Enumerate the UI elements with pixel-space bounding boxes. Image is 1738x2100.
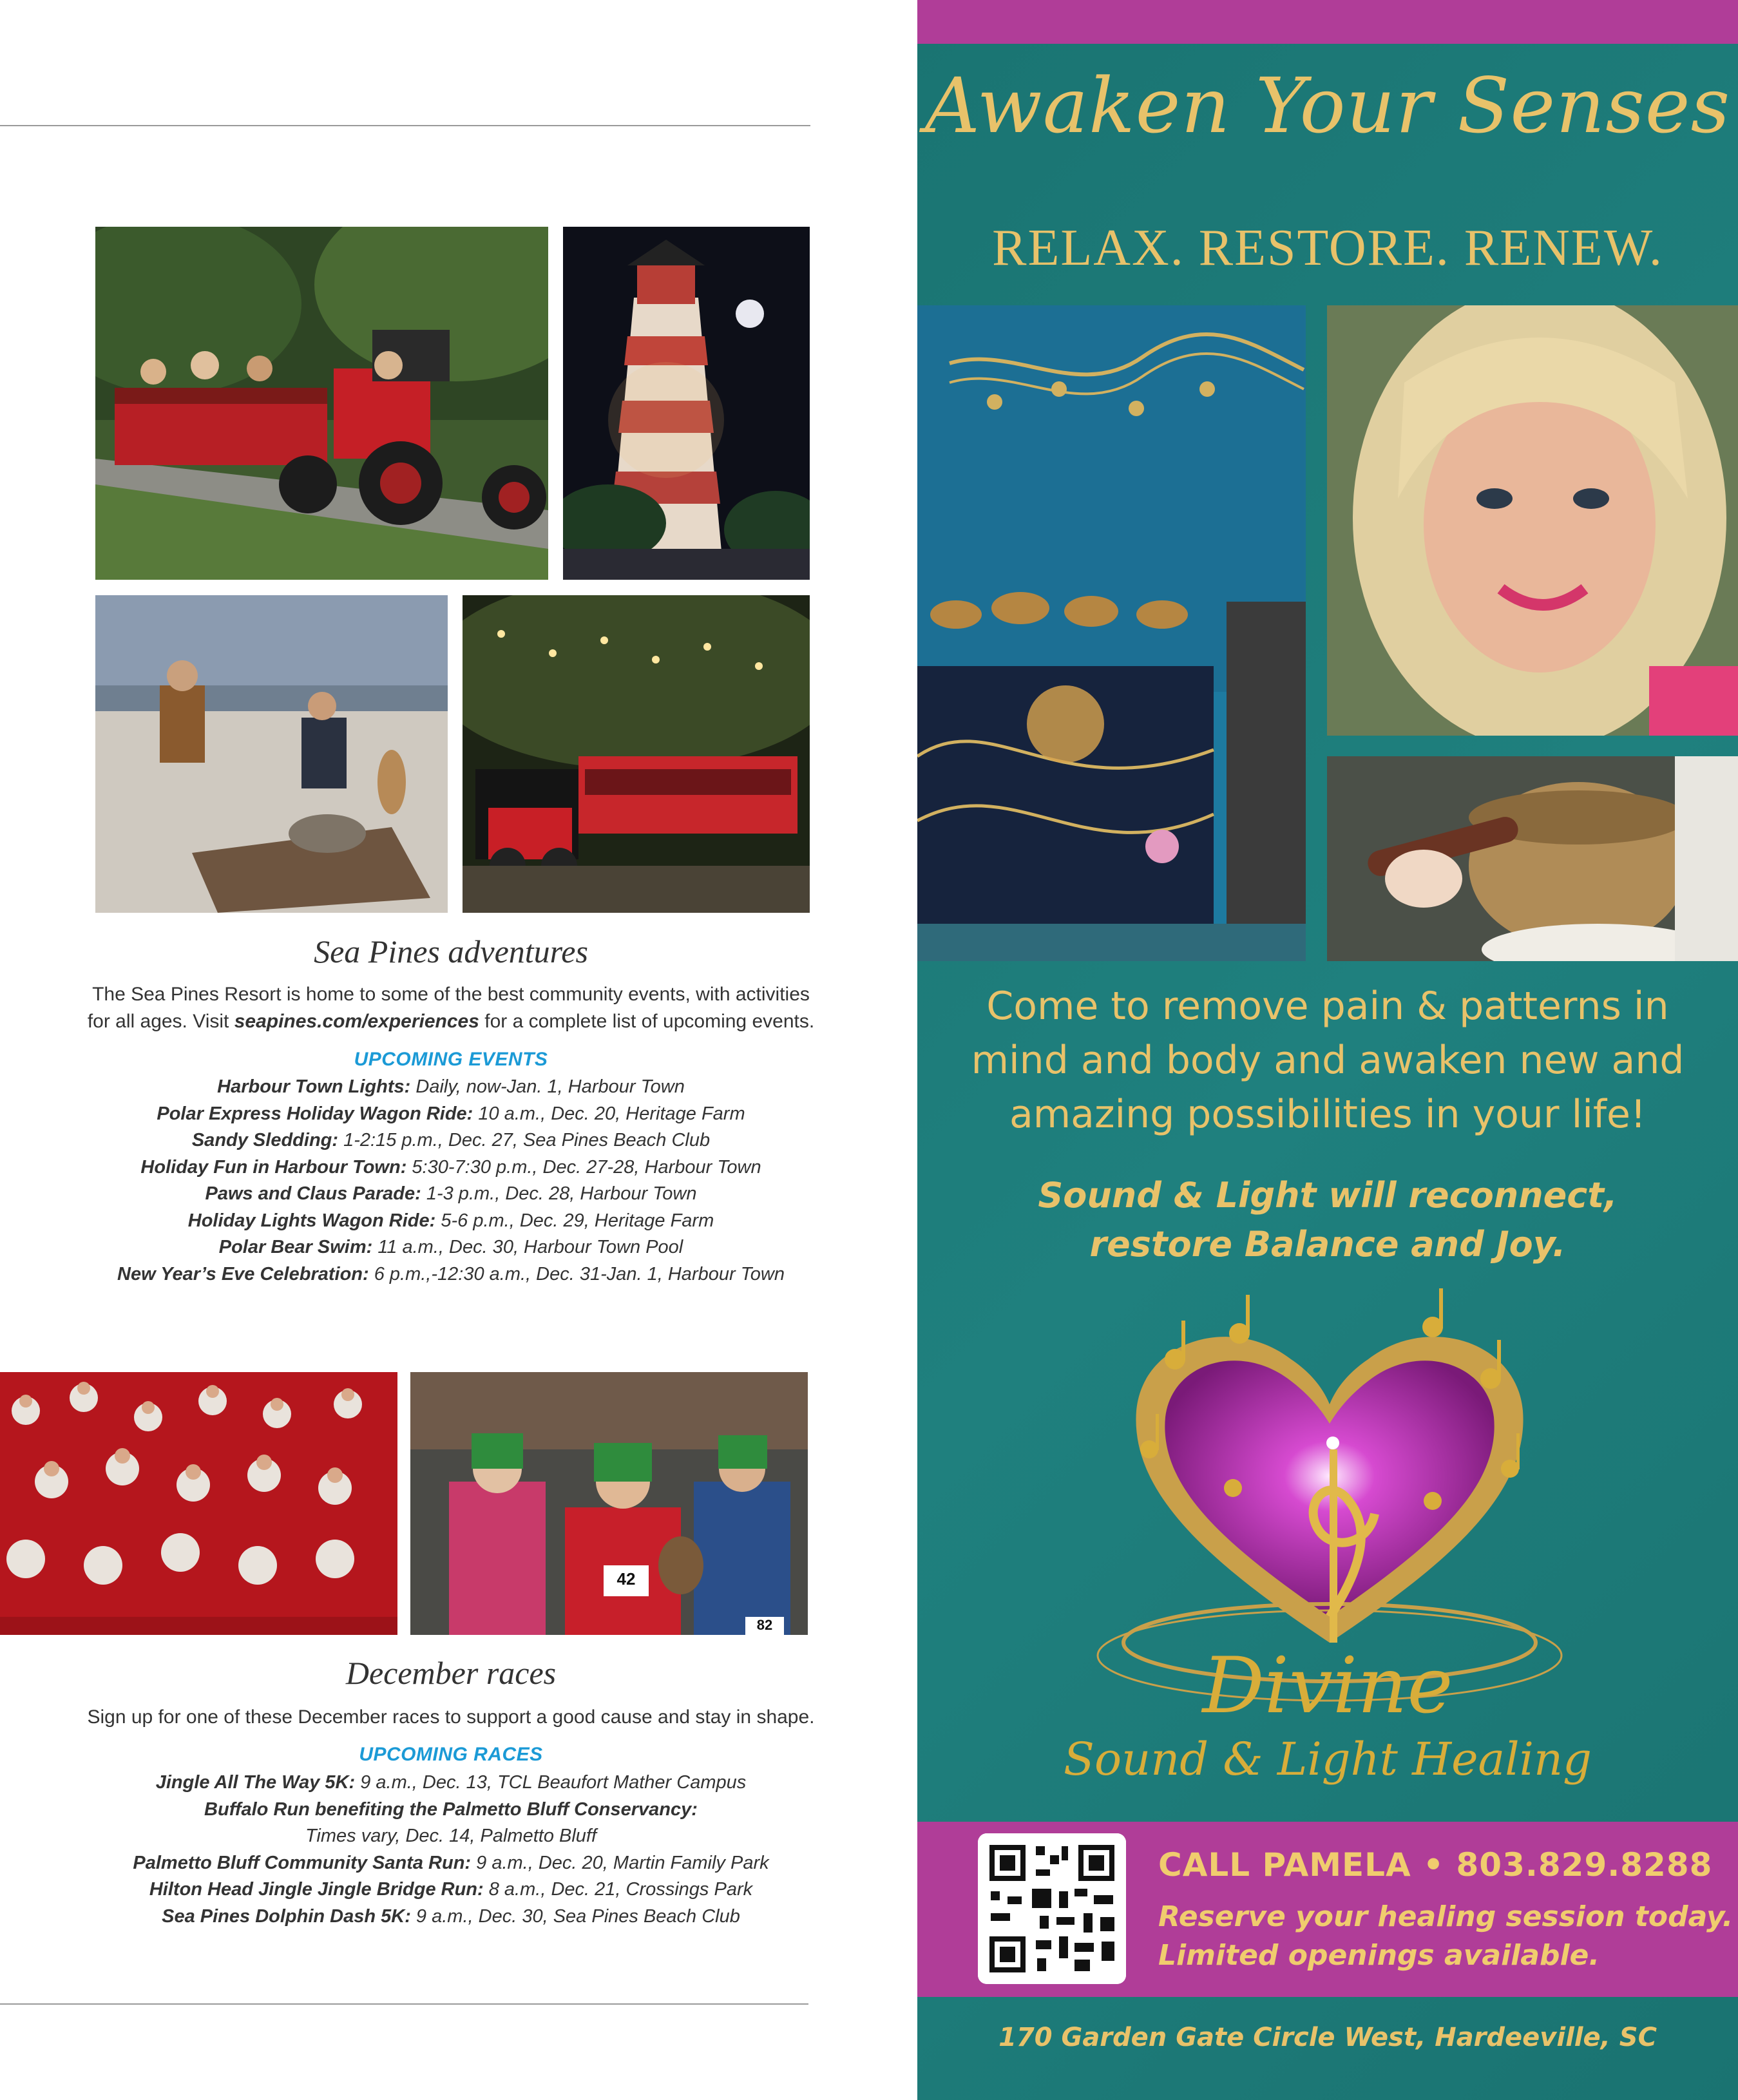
list-item: Harbour Town Lights: Daily, now-Jan. 1, Harbour Town [217, 1076, 685, 1097]
logo-subtitle: Sound & Light Healing [1064, 1733, 1592, 1786]
list-item: Hilton Head Jingle Jingle Bridge Run: 8 a.m., Dec. 21, Crossings Park [149, 1879, 753, 1900]
list-item: Holiday Lights Wagon Ride: 5-6 p.m., Dec. 29, Heritage Farm [187, 1210, 714, 1231]
list-item: Jingle All The Way 5K: 9 a.m., Dec. 13, TCL Beaufort Mather Campus [155, 1772, 747, 1793]
photo-pamela-portrait [1327, 305, 1738, 736]
race-bib-82: 82 [756, 1617, 773, 1633]
top-rule [0, 125, 810, 126]
ad-message-2: Sound & Light will reconnect, restore Balance and Joy. [1038, 1175, 1618, 1265]
intro-line-2b: for a complete list of upcoming events. [479, 1011, 815, 1032]
photo-sound-room [917, 305, 1306, 961]
ad-top-bar [917, 0, 1738, 44]
list-item: Polar Bear Swim: 11 a.m., Dec. 30, Harbour Town Pool [218, 1237, 683, 1257]
races-intro: Sign up for one of these December races to support a good cause and stay in shape. [87, 1706, 815, 1728]
list-item: Sandy Sledding: 1-2:15 p.m., Dec. 27, Sea Pines Beach Club [191, 1130, 711, 1150]
photo-santa-run [0, 1372, 397, 1635]
upcoming-races-heading: UPCOMING RACES [359, 1744, 543, 1765]
divine-healing-ad [917, 0, 1738, 2100]
upcoming-events-heading: UPCOMING EVENTS [354, 1049, 548, 1070]
list-item: Times vary, Dec. 14, Palmetto Bluff [305, 1826, 597, 1846]
ad-message: Come to remove pain & patterns in mind and body and awaken new and amazing possibilities in your life! [971, 984, 1685, 1137]
events-list [0, 1074, 902, 1288]
photo-race-runners [410, 1372, 808, 1635]
list-item: Polar Express Holiday Wagon Ride: 10 a.m., Dec. 20, Heritage Farm [157, 1103, 745, 1124]
list-item: New Year’s Eve Celebration: 6 p.m.,-12:30 a.m., Dec. 31-Jan. 1, Harbour Town [117, 1263, 785, 1284]
photo-singing-bowl [1327, 756, 1738, 961]
reserve-text: Reserve your healing session today. Limited openings available. [1158, 1900, 1733, 1972]
call-phone-number[interactable]: CALL PAMELA • 803.829.8288 [1158, 1846, 1713, 1884]
photo-lighthouse [563, 227, 810, 580]
section-title-races: December races [345, 1655, 557, 1691]
ad-tagline: RELAX. RESTORE. RENEW. [992, 220, 1663, 276]
logo-divine-text: Divine [1202, 1641, 1453, 1731]
list-item: Sea Pines Dolphin Dash 5K: 9 a.m., Dec. 30, Sea Pines Beach Club [162, 1905, 740, 1927]
ad-headline: Awaken Your Senses [924, 61, 1731, 150]
races-list [0, 1770, 902, 1930]
section-title-adventures: Sea Pines adventures [314, 933, 588, 969]
intro-line-2a: for all ages. Visit [87, 1011, 234, 1032]
intro-line-1: The Sea Pines Resort is home to some of the best community events, with activities [92, 984, 810, 1005]
list-item: Palmetto Bluff Community Santa Run: 9 a.m., Dec. 20, Martin Family Park [133, 1852, 769, 1873]
race-bib-42: 42 [616, 1569, 636, 1589]
adventures-intro [32, 981, 870, 1035]
bottom-rule [0, 2003, 808, 2005]
photo-holiday-train [463, 595, 810, 913]
ad-address: 170 Garden Gate Circle West, Hardeeville, SC [998, 2023, 1657, 2052]
list-item: Paws and Claus Parade: 1-3 p.m., Dec. 28, Harbour Town [205, 1183, 697, 1204]
qr-code-icon[interactable] [978, 1833, 1126, 1984]
photo-beach-sledding [95, 595, 448, 913]
list-item: Holiday Fun in Harbour Town: 5:30-7:30 p.m., Dec. 27-28, Harbour Town [140, 1156, 761, 1178]
seapines-link[interactable]: seapines.com/experiences [234, 1011, 479, 1032]
photo-tractor-wagon [95, 227, 548, 580]
list-item: Buffalo Run benefiting the Palmetto Bluff Conservancy: [204, 1799, 698, 1820]
